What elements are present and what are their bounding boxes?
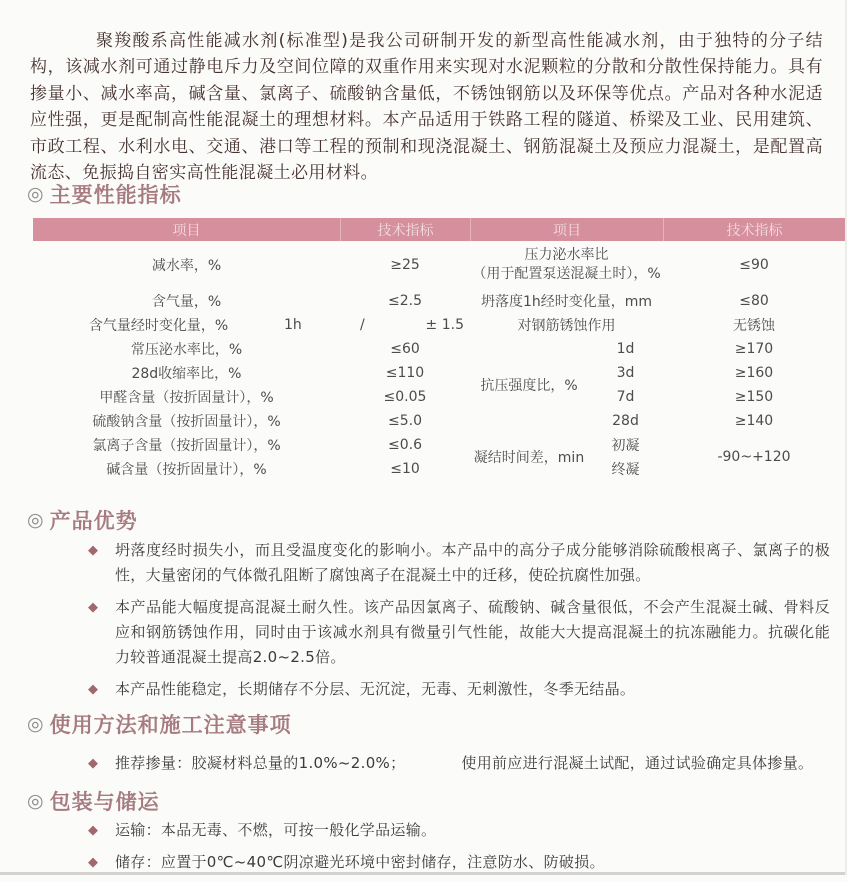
age-label: 1d [616,341,635,357]
usage-list [88,751,830,783]
table-row [33,289,470,313]
table-group-compressive-strength [470,337,845,433]
intro-paragraph: 聚羧酸系高性能减水剂(标准型)是我公司研制开发的新型高性能减水剂，由于独特的分子结构，该减水剂可通过静电斥力及空间位障的双重作用来实现对水泥颗粒的分散和分散性保持能力。具有掺量小、减水率高，碱含量、氯离子、硫酸钠含量低，不锈蚀钢筋以及环保等优点。产品对各种水泥适应性强，更是配制高性能混凝土的理想材料。本产品适用于铁路工程的隧道、桥梁及工业、民用建筑、市政工程、水利水电、交通、港口等工程的预制和现浇混凝土、钢筋混凝土及预应力混凝土，是配置高流态、免振捣自密实高性能混凝土必用材料。 [30,31,823,184]
row-value: ≤10 [390,461,420,477]
section-heading-performance [27,179,182,209]
section-heading-usage [27,709,292,739]
double-circle-icon: ◎ [27,509,45,531]
row-value: ≤0.05 [383,389,427,405]
column-header: 项目 [470,218,663,241]
setting-sublabel: 终凝 [611,462,640,478]
row-label [470,246,663,284]
row-value: ± 1.5 [425,317,464,333]
table-row [33,457,470,481]
table-row [33,361,470,385]
row-value: ≤0.6 [388,437,422,453]
row-label: 碱含量（按折固量计），% [106,462,267,478]
column-header: 技术指标 [340,218,470,241]
row-label-line1: 压力泌水率比 [524,247,609,263]
section-heading-text: 包装与储运 [49,790,160,814]
list-item [88,677,830,702]
group-label: 凝结时间差，min [473,450,585,466]
row-value: 无锈蚀 [733,318,775,334]
list-item [88,538,830,588]
table-row [33,241,470,289]
row-label-line2: （用于配置泵送混凝土时），% [472,266,661,282]
list-item-text: 本产品能大幅度提高混凝土耐久性。该产品因氯离子、硫酸钠、碱含量很低，不会产生混凝土碱、骨料反应和钢筋锈蚀作用，同时由于该减水剂具有微量引气性能，故能大大提高混凝土的抗冻融能力。抗碳化能力较普通混凝土提高2.0~2.5倍。 [115,598,830,666]
row-value: ≤60 [390,341,420,357]
row-value: ≤90 [739,257,769,273]
age-label: 28d [612,413,639,429]
diamond-bullet-icon: ◆ [88,600,98,615]
row-sublabel: 1h [284,317,302,333]
list-item [88,818,830,843]
row-label: 常压泌水率比，% [130,342,243,358]
table-right-half [470,241,845,481]
row-label: 甲醛含量（按折固量计），% [99,390,274,406]
advantages-list [88,538,830,709]
section-heading-advantages [27,505,138,535]
table-row [33,385,470,409]
table-header-row [33,218,845,241]
table-row [33,433,470,457]
row-value: ≥170 [734,341,774,357]
row-label: 减水率，% [151,258,222,274]
double-circle-icon: ◎ [27,713,45,735]
table-row [33,337,470,361]
diamond-bullet-icon: ◆ [88,682,98,697]
diamond-bullet-icon: ◆ [88,855,98,870]
row-value: ≥160 [734,365,774,381]
dosage-text: 推荐掺量：胶凝材料总量的1.0%~2.0%； [115,754,406,772]
table-row [470,313,845,337]
double-circle-icon: ◎ [27,183,45,205]
list-item-text: 储存：应置于0℃~40℃阴凉避光环境中密封储存，注意防水、防破损。 [115,853,605,871]
row-label: 氯离子含量（按折固量计），% [92,438,281,454]
section-heading-text: 主要性能指标 [49,183,182,207]
row-label: 坍落度1h经时变化量，mm [480,294,653,310]
section-heading-text: 使用方法和施工注意事项 [49,713,292,737]
row-value: ≤2.5 [388,293,422,309]
row-label: 28d收缩率比，% [131,366,242,382]
age-label: 3d [616,365,635,381]
diamond-bullet-icon: ◆ [88,543,98,558]
list-item [88,595,830,670]
row-label: 对钢筋锈蚀作用 [517,318,616,334]
group-age-column [588,337,663,433]
row-label: 含气量，% [151,294,222,310]
age-label: 7d [616,389,635,405]
setting-sublabel: 初凝 [611,438,640,454]
list-item-text: 坍落度经时损失小，而且受温度变化的影响小。本产品中的高分子成分能够消除硫酸根离子、氯离子的极性，大量密闭的气体微孔阻断了腐蚀离子在混凝土中的迁移，使砼抗腐性加强。 [115,541,830,584]
row-value: ≥140 [734,413,774,429]
table-row-air-content-change [33,313,470,337]
row-value: ≥150 [734,389,774,405]
diamond-bullet-icon: ◆ [88,823,98,838]
row-label-group [33,315,340,335]
section-heading-packaging [27,786,160,816]
group-value-column [663,337,845,433]
section-heading-text: 产品优势 [49,509,138,533]
list-item [88,751,830,776]
list-item-text: 运输：本品无毒、不燃，可按一般化学品运输。 [115,821,437,839]
row-value: ≤110 [385,365,425,381]
column-header: 技术指标 [663,218,845,241]
table-row [470,289,845,313]
column-header: 项目 [172,222,201,239]
row-value: ≥25 [390,257,420,273]
row-value-group [340,317,470,333]
table-body [33,241,845,481]
slash-separator: / [360,317,365,333]
double-circle-icon: ◎ [27,790,45,812]
row-label: 含气量经时变化量，% [88,318,229,334]
row-value: ≤5.0 [388,413,422,429]
table-row [33,409,470,433]
table-group-setting-time [470,433,845,481]
table-left-half [33,241,470,481]
row-value: -90~+120 [717,449,791,465]
diamond-bullet-icon: ◆ [88,756,98,771]
performance-table [33,218,845,481]
row-value: ≤80 [739,293,769,309]
usage-note-text: 使用前应进行混凝土试配，通过试验确定具体掺量。 [461,754,814,772]
row-label: 硫酸钠含量（按折固量计），% [92,414,281,430]
group-label: 抗压强度比，% [480,378,578,394]
group-sub-column [588,433,663,481]
list-item-text: 本产品性能稳定，长期储存不分层、无沉淀，无毒、无刺激性，冬季无结晶。 [115,680,636,698]
table-row-pressure-bleeding [470,241,845,289]
